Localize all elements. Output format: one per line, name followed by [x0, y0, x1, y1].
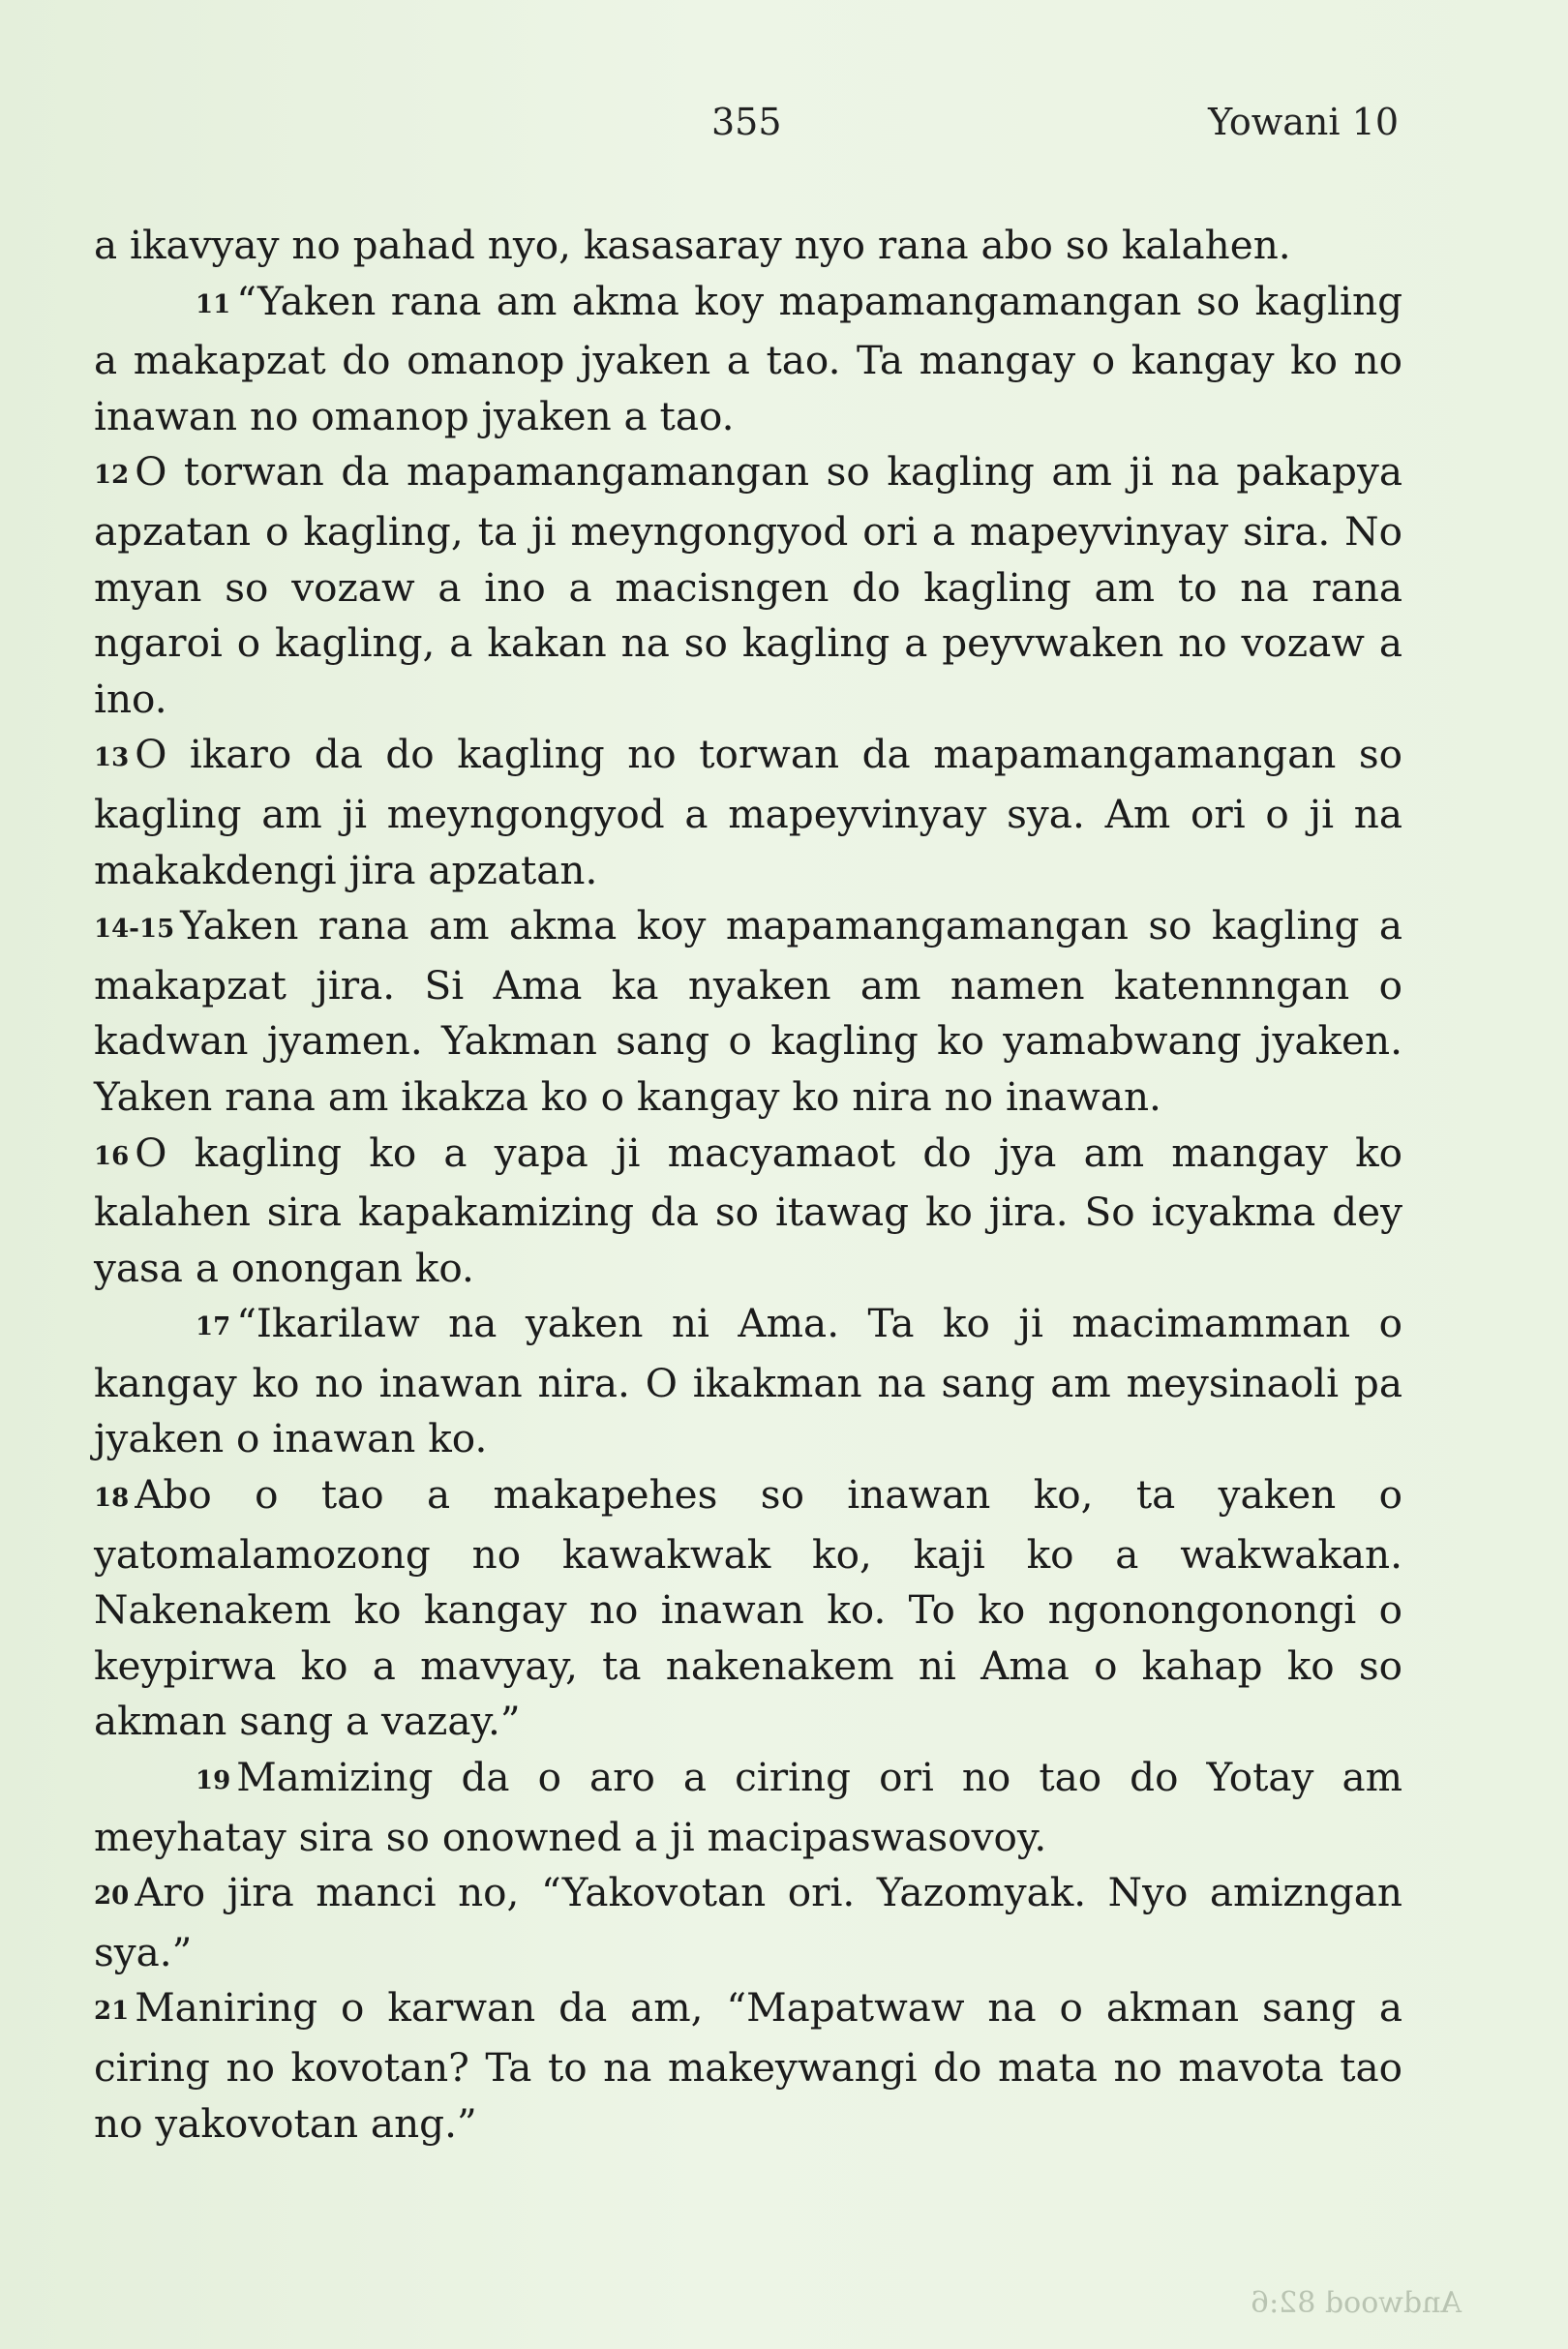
- paragraph: [94, 1980, 1402, 2152]
- verse-number: 20: [94, 1882, 130, 1912]
- verse-number: 16: [94, 1141, 130, 1171]
- running-head: Yowani 10: [1208, 101, 1399, 143]
- paragraph: [94, 1467, 1402, 1750]
- verse-number: 14-15: [94, 915, 175, 945]
- verse-number: 19: [196, 1766, 231, 1796]
- verse-number: 17: [196, 1312, 231, 1342]
- paragraph: [94, 444, 1402, 727]
- verse-number: 11: [196, 289, 231, 319]
- paragraph: [94, 1126, 1402, 1297]
- verse-number: 13: [94, 743, 130, 773]
- paragraph: [94, 1865, 1402, 1980]
- verse-text: Maniring o karwan da am, “Mapatwaw na o akman sang a ciring no kovotan? Ta to na makeywangi do mata no mavota tao no yakovotan ang.”: [94, 1984, 1402, 2147]
- verse-text: a ikavyay no pahad nyo, kasasaray nyo rana abo so kalahen.: [94, 222, 1291, 268]
- verse-text: O torwan da mapamangamangan so kagling am ji na pakapya apzatan o kagling, ta ji meyngongyod ori a mapeyvinyay sira. No myan so vozaw a ino a macisngen do kagling am to na rana ngaroi o kagling, a kakan na so kagling a peyvwaken no vozaw a ino.: [94, 448, 1402, 722]
- verse-text: Aro jira manci no, “Yakovotan ori. Yazomyak. Nyo amizngan sya.”: [94, 1869, 1402, 1975]
- paragraph: [94, 1750, 1402, 1865]
- verse-number: 12: [94, 461, 130, 491]
- page-number: 355: [711, 101, 782, 143]
- verse-number: 18: [94, 1484, 130, 1514]
- verse-text: O kagling ko a yapa ji macyamaot do jya am mangay ko kalahen sira kapakamizing da so itawag ko jira. So icyakma dey yasa a onongan ko.: [94, 1129, 1402, 1291]
- page-body: [94, 218, 1402, 2152]
- verse-text: Yaken rana am akma koy mapamangamangan so kagling a makapzat jira. Si Ama ka nyaken am namen katennngan o kadwan jyamen. Yakman sang o kagling ko yamabwang jyaken. Yaken rana am ikakza ko o kangay ko nira no inawan.: [94, 902, 1402, 1120]
- paragraph: [94, 898, 1402, 1125]
- paragraph: [94, 274, 1402, 445]
- verse-text: O ikaro da do kagling no torwan da mapamangamangan so kagling am ji meyngongyod a mapeyvinyay sya. Am ori o ji na makakdengi jira apzatan.: [94, 731, 1402, 893]
- paragraph: [94, 1296, 1402, 1467]
- verse-number: 21: [94, 1997, 130, 2027]
- verse-text: Abo o tao a makapehes so inawan ko, ta yaken o yatomalamozong no kawakwak ko, kaji ko a wakwakan. Nakenakem ko kangay no inawan ko. To ko ngonongonongi o keypirwa ko a mavyay, ta nakenakem ni Ama o kahap ko so akman sang a vazay.”: [94, 1471, 1402, 1745]
- page-header: [0, 95, 1568, 153]
- verse-text: Mamizing da o aro a ciring ori no tao do Yotay am meyhatay sira so onowned a ji macipaswasovoy.: [94, 1754, 1402, 1860]
- verse-text: “Ikarilaw na yaken ni Ama. Ta ko ji macimamman o kangay ko no inawan nira. O ikakman na sang am meysinaoli pa jyaken o inawan ko.: [94, 1300, 1402, 1462]
- verse-text: “Yaken rana am akma koy mapamangamangan so kagling a makapzat do omanop jyaken a tao. Ta mangay o kangay ko no inawan no omanop jyaken a tao.: [94, 277, 1402, 439]
- bleed-through-footnote: Andwood 82:6: [1250, 2286, 1462, 2320]
- paragraph: [94, 727, 1402, 898]
- paragraph: [94, 218, 1402, 274]
